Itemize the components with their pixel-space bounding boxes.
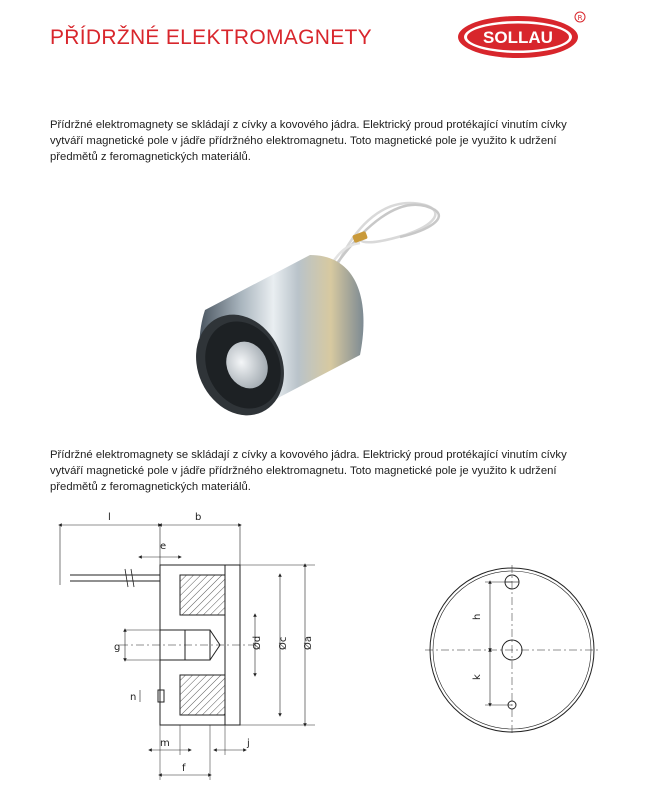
electromagnet-photo — [185, 185, 465, 425]
dimension-drawing — [30, 505, 630, 795]
label-j: j — [247, 738, 250, 749]
label-g: g — [114, 642, 121, 653]
label-c: Øc — [278, 636, 289, 650]
description-paragraph-1: Přídržné elektromagnety se skládají z cívky a kovového jádra. Elektrický proud protékající vinutím cívky vytváří magnetické pole v jádře přídržného elektromagnetu. Toto magnetické pole je využito k udržení předmětů z feromagnetických materiálů. — [50, 119, 567, 163]
side-view — [60, 525, 315, 780]
label-n: n — [130, 692, 137, 703]
page-title: PŘÍDRŽNÉ ELEKTROMAGNETY — [50, 26, 372, 49]
label-e: e — [160, 541, 167, 552]
label-a: Øa — [303, 636, 314, 650]
label-f: f — [182, 763, 186, 774]
label-m: m — [160, 738, 170, 749]
label-l: l — [108, 512, 111, 523]
label-d: Ød — [252, 635, 263, 650]
svg-text:R: R — [577, 14, 583, 22]
label-h: h — [472, 613, 483, 620]
sollau-logo — [455, 8, 590, 62]
front-view — [425, 565, 600, 735]
label-b: b — [195, 512, 202, 523]
description-paragraph-2: Přídržné elektromagnety se skládají z cívky a kovového jádra. Elektrický proud protékající vinutím cívky vytváří magnetické pole v jádře přídržného elektromagnetu. Toto magnetické pole je využito k udržení předmětů z feromagnetických materiálů. — [50, 449, 567, 493]
logo-text: SOLLAU — [483, 28, 553, 47]
front-view-labels — [472, 614, 483, 680]
label-k: k — [472, 674, 483, 680]
